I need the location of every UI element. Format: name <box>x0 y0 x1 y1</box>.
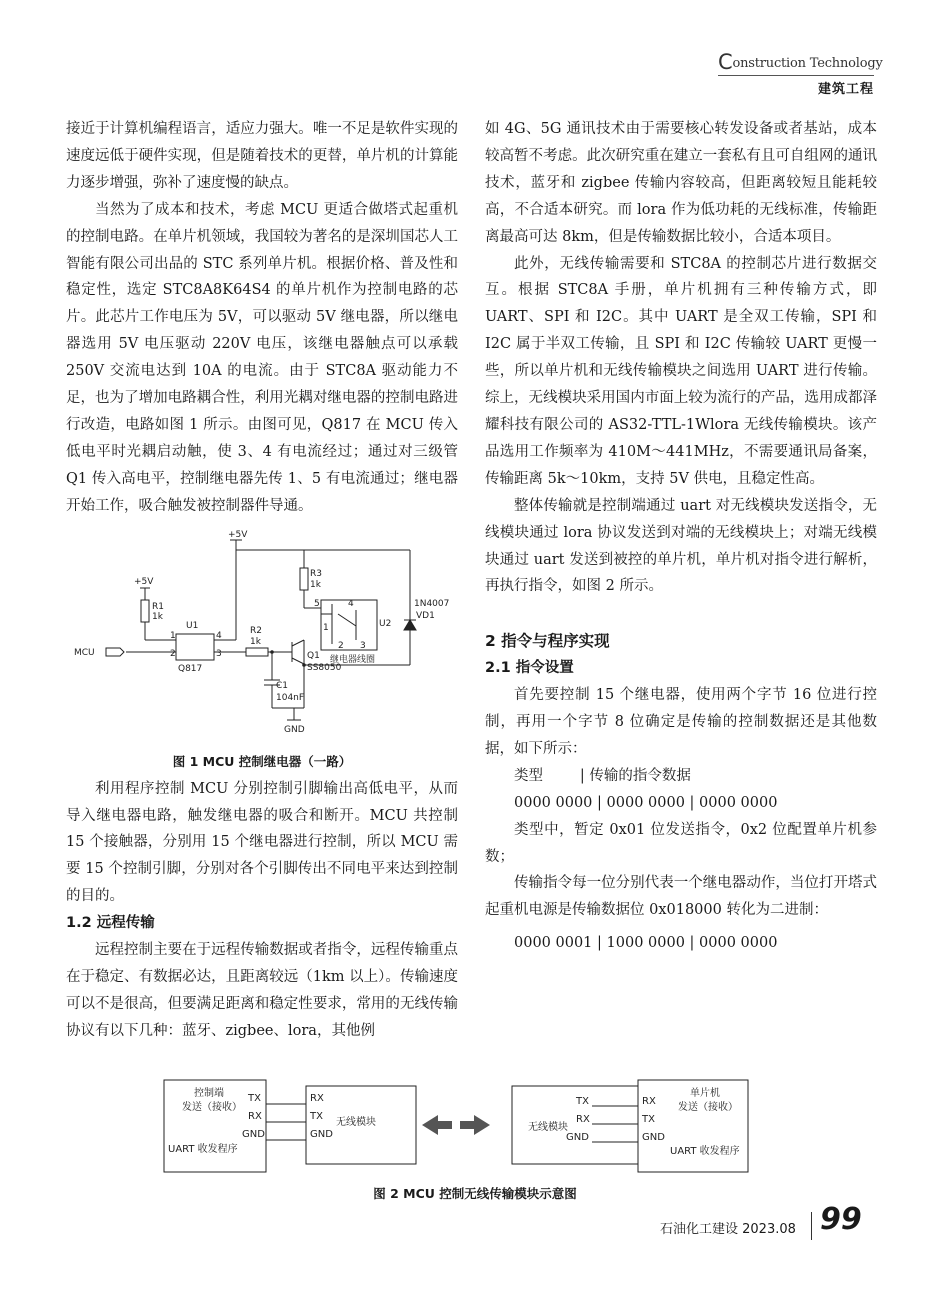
label-u1: U1 <box>186 620 199 631</box>
ctrl-rx: RX <box>248 1111 262 1122</box>
ctrl-gnd: GND <box>242 1129 265 1140</box>
figure-1-caption: 图 1 MCU 控制继电器（一路） <box>172 753 352 769</box>
ctrl-program: UART 收发程序 <box>168 1144 238 1155</box>
paragraph: 如 4G、5G 通讯技术由于需要核心转发设备或者基站，成本较高暂不考虑。此次研究重在建立一套私有且可自组网的通讯技术，蓝牙和 zigbee 传输内容较高，但距离较短且能耗较高，不合适本研究。而 lora 作为低功耗的无线标准，传输距离最高可达 8km，但是传输数据比较小，合适本项目。 <box>485 121 877 245</box>
ctrl-title-2: 发送（接收） <box>182 1102 242 1113</box>
label-pin1: 1 <box>170 630 176 641</box>
header-english-rest: onstruction Technology <box>732 56 883 71</box>
wireless-module-1: 无线模块 <box>336 1117 376 1128</box>
ctrl-tx: TX <box>248 1093 261 1104</box>
wl1-rx: RX <box>310 1093 324 1104</box>
label-r1-value: 1k <box>152 611 163 622</box>
wl2-gnd: GND <box>566 1132 589 1143</box>
figure-2-caption: 图 2 MCU 控制无线传输模块示意图 <box>373 1186 577 1201</box>
label-pin2: 2 <box>170 648 176 659</box>
mcu-title-1: 单片机 <box>690 1088 720 1099</box>
mcu-program: UART 收发程序 <box>670 1146 740 1157</box>
paragraph: 此外，无线传输需要和 STC8A 的控制芯片进行数据交互。根据 STC8A 手册，单片机拥有三种传输方式，即 UART、SPI 和 I2C。其中 UART 是全双工传输，SPI 和 I2C 属于半双工传输，且 SPI 和 I2C 传输较 UART 更慢一些，所以单片机和无线传输模块之间选用 UART 进行传输。综上，无线模块采用国内市面上较为流行的产品，选用成都泽耀科技有限公司的 AS32-TTL-1Wlora 无线传输模块。该产品选用工作频率为 410M～441MHz，不需要通讯局备案，传输距离 5k～10km，支持 5V 供电，且稳定性高。 <box>485 255 877 487</box>
format-line-type: 类型 | 传输的指令数据 <box>514 767 691 784</box>
spacer <box>485 600 877 628</box>
section-heading-2-1: 2.1 指令设置 <box>485 660 574 677</box>
journal-header-brand <box>718 50 883 97</box>
paragraph: 类型中，暂定 0x01 位发送指令，0x2 位配置单片机参数； <box>485 821 877 865</box>
figure-1-circuit <box>66 530 458 750</box>
label-vd1: VD1 <box>416 610 435 621</box>
paragraph: 接近于计算机编程语言，适应力强大。唯一不足是软件实现的速度远低于硬件实现，但是随着技术的更替，单片机的计算能力逐步增强，弥补了速度慢的缺点。 <box>66 121 458 191</box>
left-column <box>66 116 458 1045</box>
paragraph: 远程控制主要在于远程传输数据或者指令，远程传输重点在于稳定、有数据必达，且距离较远（1km 以上）。传输速度可以不是很高，但要满足距离和稳定性要求，常用的无线传输协议有以下几种：蓝牙、zigbee、lora，其他例 <box>66 942 458 1039</box>
paragraph: 首先要控制 15 个继电器，使用两个字节 16 位进行控制，再用一个字节 8 位确定是传输的控制数据还是其他数据，如下所示： <box>485 687 877 757</box>
label-r2: R2 <box>250 625 262 636</box>
mcu-gnd: GND <box>642 1132 665 1143</box>
wireless-module-2: 无线模块 <box>528 1122 568 1133</box>
label-vcc-left: +5V <box>134 576 154 587</box>
label-vcc-top: +5V <box>228 529 248 540</box>
mcu-title-2: 发送（接收） <box>678 1102 738 1113</box>
label-relay-pin5: 5 <box>314 598 320 609</box>
label-r1: R1 <box>152 601 164 612</box>
header-chinese-title: 建筑工程 <box>817 82 874 97</box>
header-initial: C <box>718 50 733 74</box>
page-number: 99 <box>820 1202 862 1237</box>
figure-2-diagram <box>160 1074 800 1178</box>
wl1-gnd: GND <box>310 1129 333 1140</box>
header-rule <box>718 75 874 76</box>
label-relay-pin3: 3 <box>360 640 366 651</box>
label-q1: Q1 <box>307 650 320 661</box>
label-pin3: 3 <box>216 648 222 659</box>
wl2-rx: RX <box>576 1114 590 1125</box>
page-footer <box>660 1202 870 1242</box>
format-line-example: 0000 0001 | 1000 0000 | 0000 0000 <box>514 935 778 952</box>
label-r2-value: 1k <box>250 636 261 647</box>
format-line-bits: 0000 0000 | 0000 0000 | 0000 0000 <box>514 794 778 811</box>
circuit-diagram <box>66 530 458 750</box>
paragraph: 整体传输就是控制端通过 uart 对无线模块发送指令，无线模块通过 lora 协议发送到对端的无线模块上；对端无线模块通过 uart 发送到被控的单片机，单片机对指令进行解析，再执行指令，如图 2 所示。 <box>485 497 877 595</box>
wl2-tx: TX <box>576 1096 589 1107</box>
label-c1-value: 104nF <box>276 692 305 703</box>
label-pin4: 4 <box>216 630 222 641</box>
label-gnd: GND <box>284 724 305 735</box>
label-relay-pin1: 1 <box>323 622 329 633</box>
wl1-tx: TX <box>310 1111 323 1122</box>
label-relay-pin2: 2 <box>338 640 344 651</box>
label-r3: R3 <box>310 568 322 579</box>
label-u2: U2 <box>379 618 392 629</box>
paragraph: 传输指令每一位分别代表一个继电器动作，当位打开塔式起重机电源是传输数据位 0x018000 转化为二进制： <box>485 875 877 919</box>
label-r3-value: 1k <box>310 579 321 590</box>
ctrl-title-1: 控制端 <box>194 1088 224 1099</box>
paragraph: 当然为了成本和技术，考虑 MCU 更适合做塔式起重机的控制电路。在单片机领域，我国较为著名的是深圳国芯人工智能有限公司出品的 STC 系列单片机。根据价格、普及性和稳定性，选定 STC8A8K64S4 的单片机作为控制电路的芯片。此芯片工作电压为 5V，可以驱动 5V 继电器，所以继电器选用 5V 电压驱动 220V 电压，该继电器触点可以承载 250V 交流电达到 10A 的电流。由于 STC8A 驱动能力不足，也为了增加电路耦合性，利用光耦对继电器的控制电路进行改造，电路如图 1 所示。由图可见，Q817 在 MCU 传入低电平时光耦启动触，使 3、4 有电流经过；通过对三级管 Q1 传入高电平，控制继电器先传 1、5 有电流通过；继电器开始工作，吸合触发被控制器件导通。 <box>66 201 458 514</box>
mcu-rx: RX <box>642 1096 656 1107</box>
right-column <box>485 116 877 957</box>
paragraph: 利用程序控制 MCU 分别控制引脚输出高低电平，从而导入继电器电路，触发继电器的吸合和断开。MCU 共控制 15 个接触器，分别用 15 个继电器进行控制，所以 MCU 需要 15 个控制引脚，分别对各个引脚传出不同电平来达到控制的目的。 <box>66 780 458 905</box>
label-q817: Q817 <box>178 663 203 674</box>
section-heading-2: 2 指令与程序实现 <box>485 632 610 651</box>
wireless-block-diagram <box>160 1074 800 1178</box>
footer-journal: 石油化工建设 2023.08 <box>660 1222 796 1237</box>
label-mcu: MCU <box>74 647 95 658</box>
header-english-title <box>718 50 883 74</box>
mcu-tx: TX <box>642 1114 655 1125</box>
section-heading-1-2: 1.2 远程传输 <box>66 915 155 932</box>
footer-divider <box>811 1212 812 1240</box>
label-c1: C1 <box>276 680 289 691</box>
label-diode-model: 1N4007 <box>414 598 450 609</box>
label-relay-coil: 继电器线圈 <box>330 654 376 665</box>
label-ss8050: SS8050 <box>307 662 342 673</box>
label-relay-pin4: 4 <box>348 598 354 609</box>
